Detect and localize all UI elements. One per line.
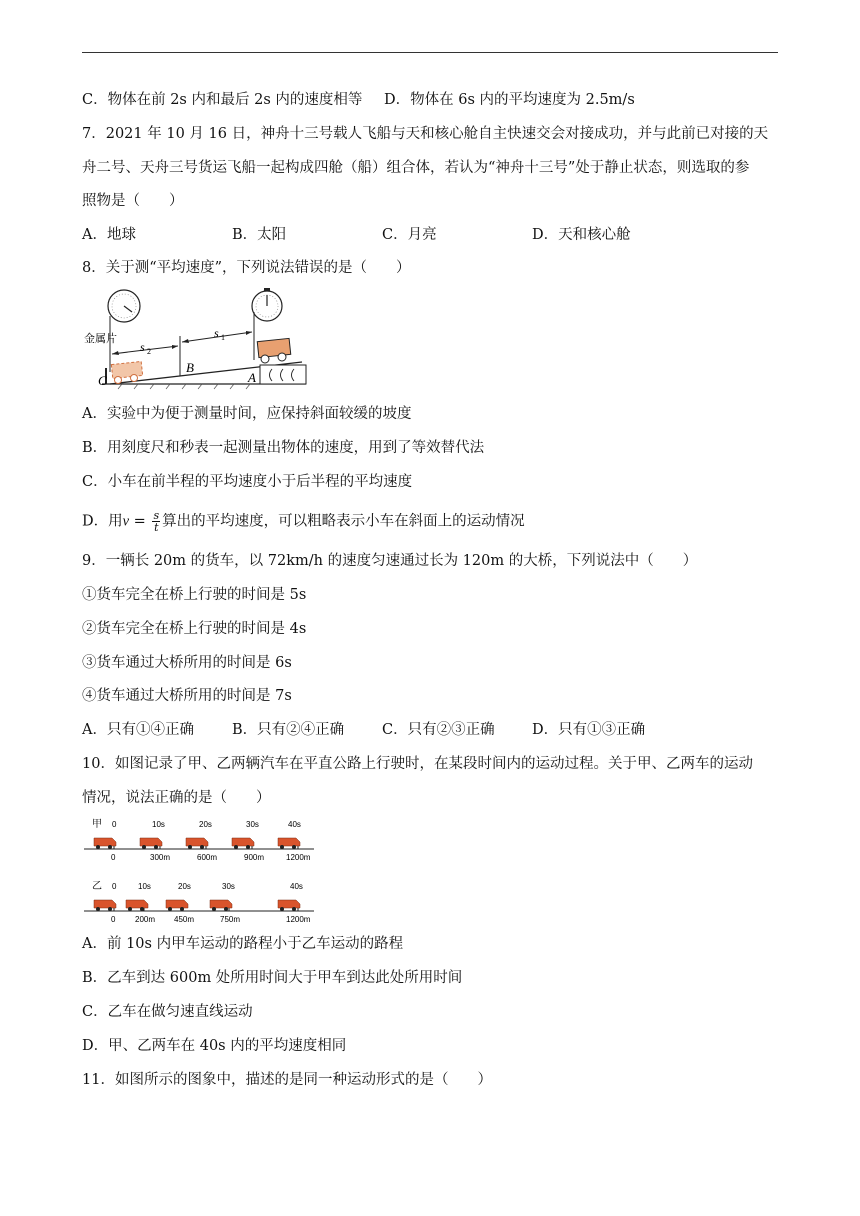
- jia-distance-900: 900m: [244, 853, 265, 862]
- car-icon: [210, 900, 232, 908]
- jia-label: 甲: [92, 819, 102, 830]
- q7-option-b: B．太阳: [232, 227, 287, 243]
- q9-option-d: D．只有①③正确: [532, 722, 646, 738]
- q8-option-b: B．用刻度尺和秒表一起测量出物体的速度，用到了等效替代法: [82, 440, 485, 456]
- stopwatch-icon: [108, 290, 140, 322]
- car-icon: [94, 900, 116, 908]
- q9-option-b: B．只有②④正确: [232, 722, 345, 738]
- q9-stem: 9．一辆长 20m 的货车，以 72km/h 的速度匀速通过长为 120m 的大桥，下列说法中（ ）: [82, 553, 698, 569]
- car-icon: [278, 838, 300, 846]
- car-icon: [278, 900, 300, 908]
- yi-distance-450: 450m: [174, 915, 195, 924]
- q8-formula-v: v: [122, 513, 130, 530]
- car-icon: [126, 900, 148, 908]
- q11-stem: 11．如图所示的图象中，描述的是同一种运动形式的是（ ）: [82, 1072, 492, 1088]
- car-icon: [232, 838, 254, 846]
- yi-time-20: 20s: [178, 882, 191, 891]
- q8-formula-fraction: [152, 510, 160, 533]
- stopwatch-icon: [252, 288, 282, 321]
- q7-option-a: A．地球: [82, 227, 136, 243]
- q10-cars-figure: [82, 816, 318, 924]
- q6-option-d: D．物体在 6s 内的平均速度为 2.5m/s: [384, 92, 635, 108]
- jia-time-10: 10s: [152, 820, 165, 829]
- car-icon: [94, 838, 116, 846]
- q8-stem: 8．关于测“平均速度”，下列说法错误的是（ ）: [82, 260, 411, 276]
- yi-time-10: 10s: [138, 882, 151, 891]
- q9-statement-4: ④货车通过大桥所用的时间是 7s: [82, 688, 292, 704]
- q9-statement-2: ②货车完全在桥上行驶的时间是 4s: [82, 621, 307, 637]
- yi-label: 乙: [92, 881, 102, 892]
- q8-option-d: [82, 510, 525, 533]
- jia-time-40: 40s: [288, 820, 301, 829]
- car-icon: [140, 838, 162, 846]
- q10-option-a: A．前 10s 内甲车运动的路程小于乙车运动的路程: [82, 936, 404, 952]
- yi-distance-0: 0: [111, 915, 116, 924]
- q7-stem-line-1: 7．2021 年 10 月 16 日，神舟十三号载人飞船与天和核心舱自主快速交会对接成功，并与此前已对接的天: [82, 126, 769, 142]
- label-metal-strip: 金属片: [84, 333, 117, 345]
- yi-distance-200: 200m: [135, 915, 156, 924]
- q10-option-c: C．乙车在做匀速直线运动: [82, 1004, 253, 1020]
- q8-option-d-text: 算出的平均速度，可以粗略表示小车在斜面上的运动情况: [162, 513, 525, 530]
- q8-incline-figure: [82, 288, 314, 392]
- yi-distance-750: 750m: [220, 915, 241, 924]
- label-s1: s: [214, 326, 219, 340]
- q9-statement-1: ①货车完全在桥上行驶的时间是 5s: [82, 587, 307, 603]
- car-icon: [186, 838, 208, 846]
- label-a: A: [248, 370, 256, 385]
- label-b: B: [186, 360, 194, 375]
- jia-time-20: 20s: [199, 820, 212, 829]
- q8-option-a: A．实验中为便于测量时间，应保持斜面较缓的坡度: [82, 406, 412, 422]
- label-s2: s: [140, 340, 145, 354]
- header-rule: [82, 52, 778, 53]
- q10-stem-line-2: 情况，说法正确的是（ ）: [82, 790, 271, 806]
- yi-time-40: 40s: [290, 882, 303, 891]
- q10-option-d: D．甲、乙两车在 40s 内的平均速度相同: [82, 1038, 347, 1054]
- jia-time-30: 30s: [246, 820, 259, 829]
- q8-formula-numerator: s: [153, 509, 160, 522]
- jia-distance-300: 300m: [150, 853, 171, 862]
- q10-stem-line-1: 10．如图记录了甲、乙两辆汽车在平直公路上行驶时，在某段时间内的运动过程。关于甲、乙两车的运动: [82, 756, 753, 772]
- q10-option-b: B．乙车到达 600m 处所用时间大于甲车到达此处所用时间: [82, 970, 463, 986]
- q9-option-a: A．只有①④正确: [82, 722, 194, 738]
- yi-distance-1200: 1200m: [286, 915, 311, 924]
- jia-distance-600: 600m: [197, 853, 218, 862]
- label-s2-subscript: 2: [147, 347, 151, 356]
- q6-option-c: C．物体在前 2s 内和最后 2s 内的速度相等: [82, 92, 363, 108]
- label-s1-subscript: 1: [221, 333, 225, 342]
- q9-statement-3: ③货车通过大桥所用的时间是 6s: [82, 655, 292, 671]
- q8-option-c: C．小车在前半程的平均速度小于后半程的平均速度: [82, 474, 413, 490]
- q7-stem-line-2: 舟二号、天舟三号货运飞船一起构成四舱（船）组合体，若认为“神舟十三号”处于静止状态，则选取的参: [82, 160, 750, 176]
- q8-option-d-prefix: D．用: [82, 513, 123, 530]
- q7-option-c: C．月亮: [382, 227, 437, 243]
- car-icon: [166, 900, 188, 908]
- jia-distance-1200: 1200m: [286, 853, 311, 862]
- jia-time-0: 0: [112, 820, 117, 829]
- yi-time-30: 30s: [222, 882, 235, 891]
- q7-option-d: D．天和核心舱: [532, 227, 631, 243]
- jia-distance-0: 0: [111, 853, 116, 862]
- yi-time-0: 0: [112, 882, 117, 891]
- label-c: C: [98, 373, 107, 388]
- q9-option-c: C．只有②③正确: [382, 722, 495, 738]
- q8-formula-denominator: t: [154, 521, 159, 534]
- q7-stem-line-3: 照物是（ ）: [82, 193, 184, 209]
- q8-formula-eq: =: [129, 513, 151, 530]
